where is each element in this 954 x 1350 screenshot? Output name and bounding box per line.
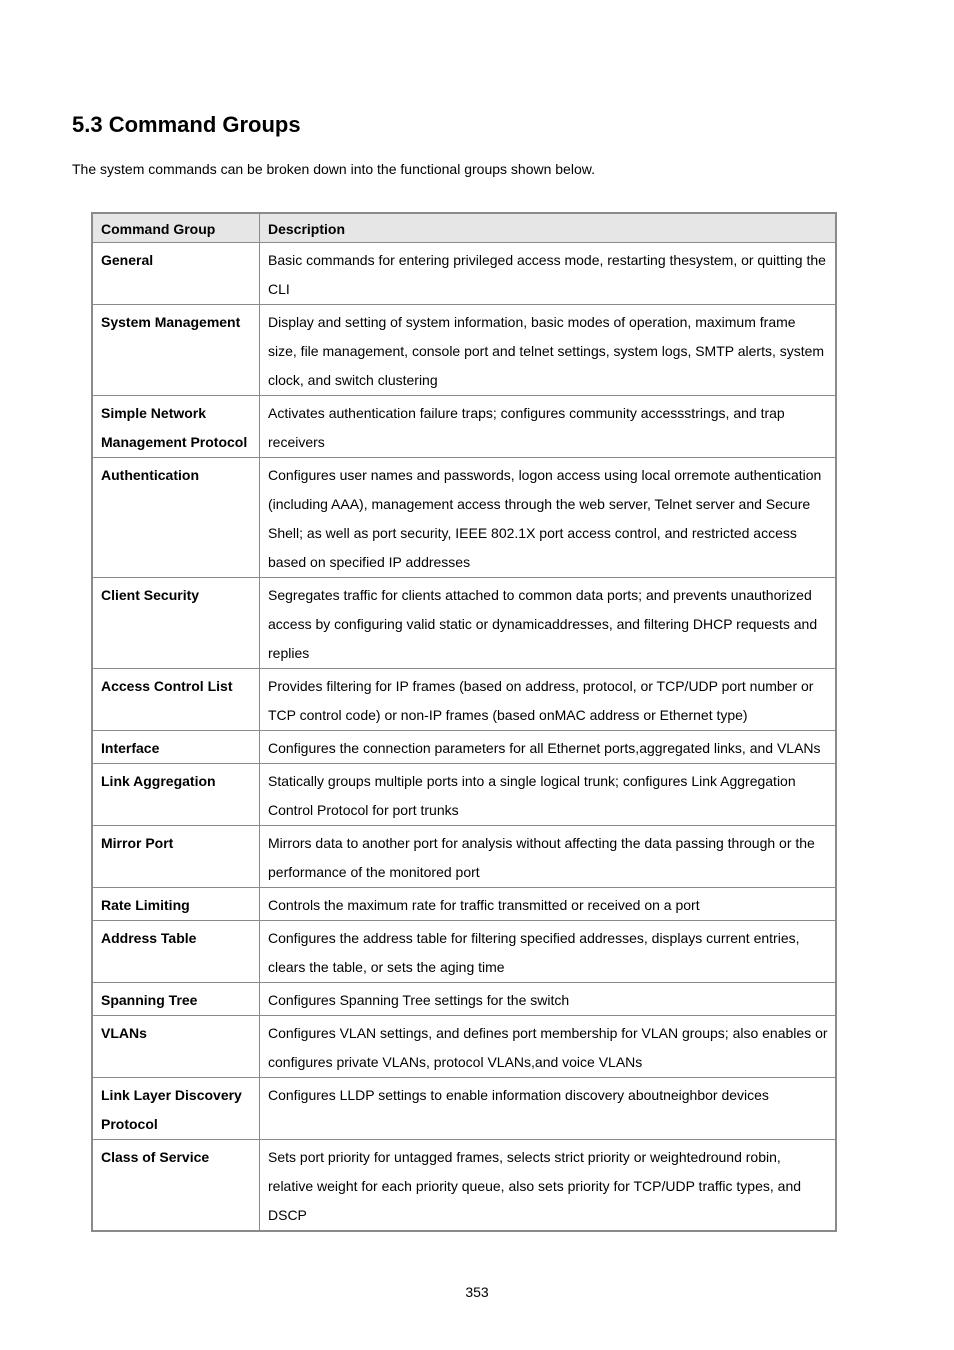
description-cell: Configures the connection parameters for all Ethernet ports,aggregated links, and VLANs — [260, 731, 837, 764]
command-group-cell: VLANs — [92, 1016, 260, 1078]
description-cell: Display and setting of system information, basic modes of operation, maximum frame size, file management, console port and telnet settings, system logs, SMTP alerts, system clock, and switch clustering — [260, 305, 837, 396]
section-title: 5.3 Command Groups — [72, 112, 301, 137]
table-row — [92, 826, 836, 888]
header-command-group: Command Group — [92, 213, 260, 243]
command-group-cell: Address Table — [92, 921, 260, 983]
description-cell: Statically groups multiple ports into a single logical trunk; configures Link Aggregation Control Protocol for port trunks — [260, 764, 837, 826]
table-row — [92, 1078, 836, 1140]
command-groups-table — [91, 212, 837, 1232]
command-group-cell: Access Control List — [92, 669, 260, 731]
command-group-cell: Link Aggregation — [92, 764, 260, 826]
command-group-cell: Class of Service — [92, 1140, 260, 1232]
command-group-cell: Spanning Tree — [92, 983, 260, 1016]
command-group-cell: Authentication — [92, 458, 260, 578]
command-group-cell: Link Layer Discovery Protocol — [92, 1078, 260, 1140]
table-row — [92, 243, 836, 305]
command-group-cell: Mirror Port — [92, 826, 260, 888]
description-cell: Mirrors data to another port for analysis without affecting the data passing through or the performance of the monitored port — [260, 826, 837, 888]
command-group-cell: Simple Network Management Protocol — [92, 396, 260, 458]
description-cell: Configures user names and passwords, logon access using local orremote authentication (including AAA), management access through the web server, Telnet server and Secure Shell; as well as port security, IEEE 802.1X port access control, and restricted access based on specified IP addresses — [260, 458, 837, 578]
table-header-row — [92, 213, 836, 243]
table-row — [92, 669, 836, 731]
description-cell: Provides filtering for IP frames (based on address, protocol, or TCP/UDP port number or TCP control code) or non-IP frames (based onMAC address or Ethernet type) — [260, 669, 837, 731]
table-row — [92, 1140, 836, 1232]
header-description: Description — [260, 213, 837, 243]
table-row — [92, 921, 836, 983]
page-number: 353 — [465, 1284, 489, 1300]
command-group-cell: Interface — [92, 731, 260, 764]
command-group-cell: System Management — [92, 305, 260, 396]
description-cell: Configures the address table for filtering specified addresses, displays current entries, clears the table, or sets the aging time — [260, 921, 837, 983]
table-row — [92, 1016, 836, 1078]
command-group-cell: Client Security — [92, 578, 260, 669]
description-cell: Configures LLDP settings to enable information discovery aboutneighbor devices — [260, 1078, 837, 1140]
intro-paragraph: The system commands can be broken down into the functional groups shown below. — [72, 161, 595, 177]
description-cell: Activates authentication failure traps; configures community accessstrings, and trap receivers — [260, 396, 837, 458]
description-cell: Configures Spanning Tree settings for the switch — [260, 983, 837, 1016]
table-row — [92, 764, 836, 826]
description-cell: Basic commands for entering privileged access mode, restarting thesystem, or quitting the CLI — [260, 243, 837, 305]
table-row — [92, 305, 836, 396]
description-cell: Segregates traffic for clients attached to common data ports; and prevents unauthorized access by configuring valid static or dynamicaddresses, and filtering DHCP requests and replies — [260, 578, 837, 669]
command-group-cell: General — [92, 243, 260, 305]
description-cell: Configures VLAN settings, and defines port membership for VLAN groups; also enables or configures private VLANs, protocol VLANs,and voice VLANs — [260, 1016, 837, 1078]
description-cell: Controls the maximum rate for traffic transmitted or received on a port — [260, 888, 837, 921]
table-row — [92, 578, 836, 669]
table-row — [92, 458, 836, 578]
command-group-cell: Rate Limiting — [92, 888, 260, 921]
table-row — [92, 888, 836, 921]
table-row — [92, 731, 836, 764]
table-row — [92, 396, 836, 458]
table-row — [92, 983, 836, 1016]
description-cell: Sets port priority for untagged frames, selects strict priority or weightedround robin, relative weight for each priority queue, also sets priority for TCP/UDP traffic types, and DSCP — [260, 1140, 837, 1232]
